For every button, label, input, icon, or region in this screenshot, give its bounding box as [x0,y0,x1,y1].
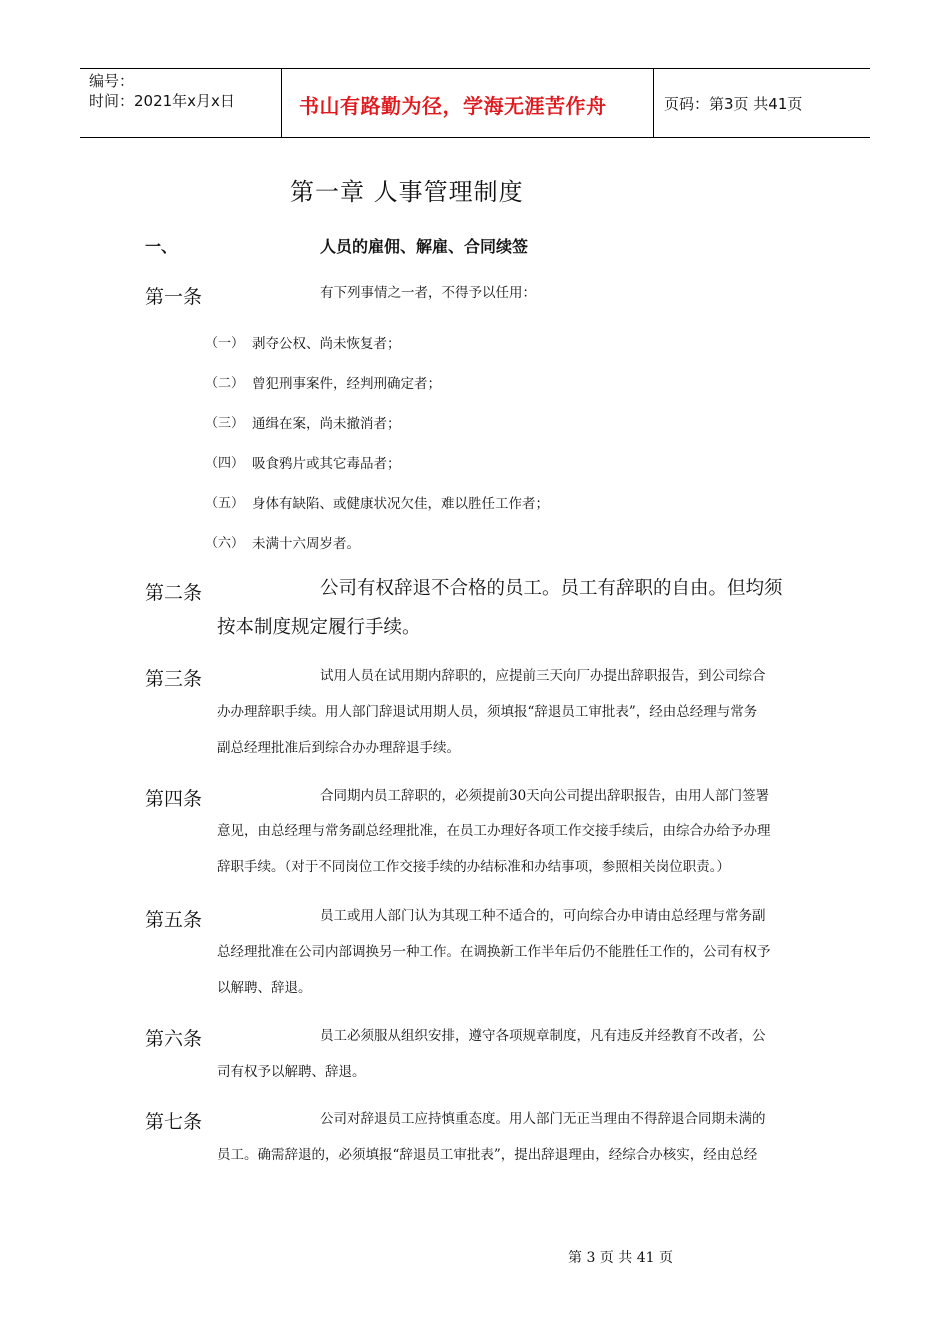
article-text: 员工必须服从组织安排，遵守各项规章制度，凡有违反并经教育不改者，公 [320,1028,766,1044]
header-date: 时间：2021年x月x日 [89,92,235,110]
article-text: 合同期内员工辞职的，必须提前30天向公司提出辞职报告，由用人部门签署 [320,788,770,804]
article-label: 第二条 [145,582,203,604]
list-item: 吸食鸦片或其它毒品者； [252,456,401,472]
article-label: 第一条 [145,286,203,308]
list-item-number: （一） [205,336,245,351]
article-text: 公司对辞退员工应持慎重态度。用人部门无正当理由不得辞退合同期未满的 [320,1111,766,1127]
list-item: 通缉在案，尚未撤消者； [252,416,401,432]
header-page-info: 页码：第3页 共41页 [664,95,803,113]
list-item: 剥夺公权、尚未恢复者； [252,336,401,352]
article-text: 副总经理批准后到综合办办理辞退手续。 [217,740,460,756]
list-item-number: （五） [205,496,245,511]
header-divider [281,69,282,137]
article-label: 第五条 [145,909,203,931]
article-text: 以解聘、辞退。 [217,980,312,996]
section-number: 一、 [145,237,178,256]
article-text: 按本制度规定履行手续。 [217,617,421,638]
article-label: 第四条 [145,788,203,810]
header-motto: 书山有路勤为径，学海无涯苦作舟 [299,94,607,118]
article-text: 试用人员在试用期内辞职的，应提前三天向厂办提出辞职报告，到公司综合 [320,668,766,684]
article-text: 员工。确需辞退的，必须填报“辞退员工审批表”，提出辞退理由，经综合办核实，经由总经 [217,1147,758,1163]
section-title: 人员的雇佣、解雇、合同续签 [320,237,529,256]
list-item: 未满十六周岁者。 [252,536,360,552]
page-footer: 第 3 页 共 41 页 [568,1250,673,1266]
article-text: 办办理辞职手续。用人部门辞退试用期人员，须填报“辞退员工审批表”，经由总经理与常务 [217,704,758,720]
header-divider [653,69,654,137]
article-text: 有下列事情之一者，不得予以任用： [320,285,536,301]
article-text: 公司有权辞退不合格的员工。员工有辞职的自由。但均须 [320,578,783,599]
list-item: 身体有缺陷、或健康状况欠佳，难以胜任工作者； [252,496,549,512]
article-label: 第三条 [145,668,203,690]
article-text: 辞职手续。（对于不同岗位工作交接手续的办结标准和办结事项，参照相关岗位职责。） [217,859,730,875]
article-text: 意见，由总经理与常务副总经理批准，在员工办理好各项工作交接手续后，由综合办给予办理 [217,823,771,839]
list-item-number: （二） [205,376,245,391]
article-text: 总经理批准在公司内部调换另一种工作。在调换新工作半年后仍不能胜任工作的，公司有权予 [217,944,771,960]
article-text: 司有权予以解聘、辞退。 [217,1064,366,1080]
list-item-number: （六） [205,536,245,551]
chapter-title: 第一章 人事管理制度 [290,178,524,206]
article-label: 第六条 [145,1028,203,1050]
article-label: 第七条 [145,1111,203,1133]
article-text: 员工或用人部门认为其现工种不适合的，可向综合办申请由总经理与常务副 [320,908,766,924]
list-item-number: （四） [205,456,245,471]
header-code-label: 编号： [89,72,135,90]
list-item-number: （三） [205,416,245,431]
list-item: 曾犯刑事案件，经判刑确定者； [252,376,441,392]
